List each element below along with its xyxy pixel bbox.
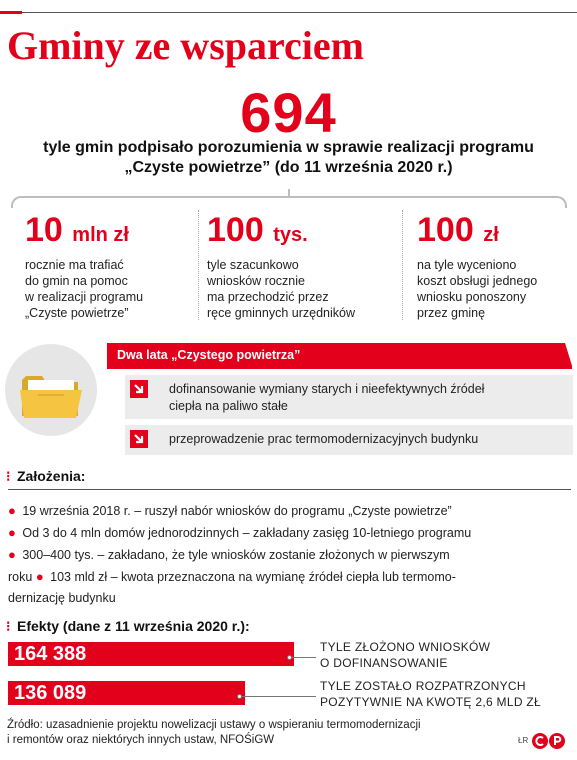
bullet-icon: ● — [8, 503, 16, 518]
big-number: 694 — [240, 81, 337, 144]
assumption-item: ● 19 września 2018 r. – ruszył nabór wniosków do programu „Czyste powietrze” — [8, 503, 452, 518]
author-credit: ŁR — [518, 736, 529, 745]
arrow-down-right-icon — [130, 380, 148, 398]
assumption-item: roku ● 103 mld zł – kwota przeznaczona na wymianę źródeł ciepła lub termomo- — [8, 569, 456, 584]
two-years-item — [125, 425, 573, 455]
bullet-icon: ● — [8, 547, 16, 562]
stat-description: rocznie ma trafiać do gmin na pomoc w realizacji programu „Czyste powietrze” — [25, 258, 144, 320]
publisher-logo-icon — [531, 732, 567, 750]
effect-description: TYLE ZOSTAŁO ROZPATRZONYCH POZYTYWNIE NA KWOTĘ 2,6 MLD ZŁ — [320, 679, 542, 709]
leader-dot — [287, 655, 292, 660]
section-marker-icon: ⁝ — [6, 468, 10, 484]
assumption-item: ● Od 3 do 4 mln domów jednorodzinnych – zakładany zasięg 10-letniego programu — [8, 525, 472, 540]
effect-bar-applications: 164 388 — [8, 642, 294, 666]
stat-description: na tyle wyceniono koszt obsługi jednego wniosku ponoszony przez gminę — [417, 258, 538, 320]
two-years-item-text: dofinansowanie wymiany starych i nieefektywnych źródeł ciepła na paliwo stałe — [169, 382, 485, 413]
two-years-item-text: przeprowadzenie prac termomodernizacyjnych budynku — [169, 432, 479, 446]
effects-heading: ⁝ Efekty (dane z 11 września 2020 r.): — [6, 618, 250, 634]
stat-value: 100 tys. — [207, 211, 308, 249]
bullet-icon: ● — [8, 525, 16, 540]
arrow-down-right-icon — [130, 430, 148, 448]
effect-description: TYLE ZŁOŻONO WNIOSKÓW O DOFINANSOWANIE — [320, 640, 491, 670]
bullet-icon: ● — [35, 569, 44, 584]
top-rule — [0, 12, 577, 13]
assumptions-list — [8, 500, 574, 609]
section-marker-icon: ⁝ — [6, 618, 10, 634]
section-divider — [8, 489, 571, 490]
stat-value: 10 mln zł — [25, 211, 129, 249]
source-note: Źródło: uzasadnienie projektu nowelizacji ustawy o wspieraniu termomodernizacji i remontów oraz niektórych innych ustaw, NFOŚiGW — [7, 719, 421, 746]
subtitle-line: tyle gmin podpisało porozumienia w sprawie realizacji programu — [43, 139, 534, 156]
assumption-item: dernizację budynku — [8, 591, 116, 605]
two-years-item — [125, 375, 573, 419]
stat-description: tyle szacunkowo wniosków rocznie ma przechodzić przez ręce gminnych urzędników — [207, 258, 355, 320]
stat-applications — [198, 210, 398, 320]
stat-cost — [402, 210, 572, 320]
subtitle-line: „Czyste powietrze” (do 11 września 2020 r.) — [124, 159, 453, 176]
stats-bracket — [11, 196, 567, 208]
stat-value: 100 zł — [417, 211, 499, 249]
effect-bar-approved: 136 089 — [8, 681, 245, 705]
page-title: Gminy ze wsparciem — [7, 23, 364, 68]
two-years-heading: Dwa lata „Czystego powietrza” — [107, 343, 572, 369]
assumption-item: ● 300–400 tys. – zakładano, że tyle wniosków zostanie złożonych w pierwszym — [8, 547, 450, 562]
leader-dot — [237, 694, 242, 699]
leader-line — [240, 696, 316, 697]
leader-line — [290, 657, 316, 658]
folder-icon — [18, 372, 86, 420]
subtitle — [0, 138, 577, 178]
stat-annual-funds — [25, 210, 195, 321]
assumptions-heading: ⁝ Założenia: — [6, 468, 86, 484]
